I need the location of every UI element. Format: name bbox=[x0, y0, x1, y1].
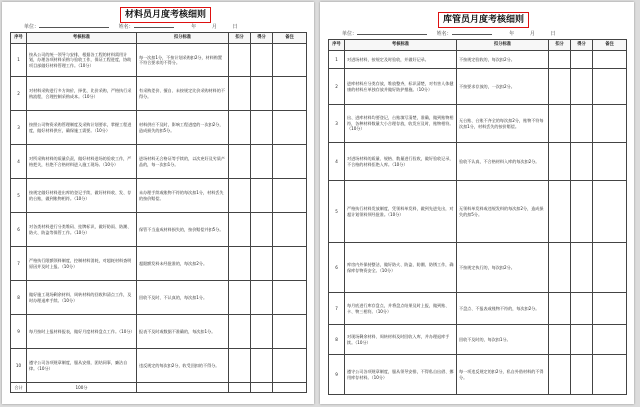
header-cell: 备注 bbox=[273, 33, 307, 44]
row-deduction: 保管不当造成材料损失的，按价赔偿并扣5分。 bbox=[137, 213, 229, 247]
row-standard: 对各类材料进行分类堆码、挂牌标识，做好防雨、防潮、防火、防盗等保管工作。（10分） bbox=[27, 213, 137, 247]
header-cell: 扣分 bbox=[229, 33, 251, 44]
deduct-cell bbox=[229, 247, 251, 281]
row-deduction: 超限额发料未经批准的，每次扣2分。 bbox=[137, 247, 229, 281]
row-deduction: 不按要求存放的，一次扣2分。 bbox=[457, 69, 549, 105]
remark-cell bbox=[273, 349, 307, 383]
table-row bbox=[11, 44, 307, 77]
remark-cell bbox=[593, 243, 627, 293]
deduct-cell bbox=[549, 51, 571, 69]
table-row bbox=[329, 51, 627, 69]
year-label: 年 bbox=[191, 24, 197, 30]
remark-cell bbox=[593, 325, 627, 355]
table-row bbox=[11, 247, 307, 281]
row-number: 3 bbox=[329, 105, 345, 143]
material-clerk-page bbox=[2, 2, 314, 404]
deduct-cell bbox=[229, 44, 251, 77]
remark-cell bbox=[593, 143, 627, 181]
table-row bbox=[329, 243, 627, 293]
unit-field bbox=[39, 27, 109, 28]
day-label: 日 bbox=[550, 31, 556, 37]
deduct-cell bbox=[549, 105, 571, 143]
score-cell bbox=[251, 349, 273, 383]
deduct-cell bbox=[229, 349, 251, 383]
row-deduction: 不盘点、不报表或账物不符的，每次扣2分。 bbox=[457, 293, 549, 325]
table-row bbox=[329, 105, 627, 143]
unit-field bbox=[357, 34, 427, 35]
remark-cell bbox=[593, 51, 627, 69]
deduct-cell bbox=[549, 181, 571, 243]
deduct-cell bbox=[549, 325, 571, 355]
header-cell: 扣分 bbox=[549, 40, 571, 51]
row-deduction: 回收不及时、不认真的，每次扣1分。 bbox=[137, 281, 229, 315]
month-label: 月 bbox=[211, 24, 217, 30]
deduct-cell bbox=[229, 179, 251, 213]
table-row bbox=[329, 181, 627, 243]
assessment-table bbox=[10, 32, 307, 393]
score-cell bbox=[571, 143, 593, 181]
remark-cell bbox=[593, 181, 627, 243]
row-deduction: 无台账、台账不齐全的每次扣2分，账物不符每次扣1分，材料丢失的按价赔偿。 bbox=[457, 105, 549, 143]
score-cell bbox=[571, 105, 593, 143]
score-cell bbox=[571, 355, 593, 395]
row-standard: 对所采购材料的质量负责，做好材料进场的验收工作，严格把关，杜绝不合格材料进入施工现场。（10分） bbox=[27, 145, 137, 179]
unit-label: 单位： bbox=[24, 24, 40, 30]
remark-cell bbox=[273, 111, 307, 145]
row-standard: 严格执行限额领料制度，控制材料消耗，对超耗材料查明原因并及时上报。（10分） bbox=[27, 247, 137, 281]
header-cell: 考核标准 bbox=[345, 40, 457, 51]
row-number: 5 bbox=[329, 181, 345, 243]
row-standard: 对材料采购进行多方询价，择优、比价采购，严格执行采购流程，合理控制采购成本。（10分） bbox=[27, 77, 137, 111]
table-row bbox=[11, 315, 307, 349]
name-field bbox=[134, 27, 174, 28]
remark-cell bbox=[273, 145, 307, 179]
header-cell: 备注 bbox=[593, 40, 627, 51]
row-number: 8 bbox=[329, 325, 345, 355]
table-row bbox=[11, 179, 307, 213]
deduct-cell bbox=[229, 111, 251, 145]
page-title: 材料员月度考核细则 bbox=[120, 7, 211, 23]
header-cell: 得分 bbox=[571, 40, 593, 51]
total-row bbox=[11, 383, 307, 393]
remark-cell bbox=[273, 213, 307, 247]
score-cell bbox=[251, 281, 273, 315]
score-cell bbox=[251, 44, 273, 77]
deduct-cell bbox=[549, 293, 571, 325]
table-row bbox=[11, 281, 307, 315]
row-standard: 对进场材料，按规定及时验收，并做好记录。 bbox=[345, 51, 457, 69]
total-label: 合计 bbox=[11, 383, 27, 393]
score-cell bbox=[251, 179, 273, 213]
row-number: 4 bbox=[329, 143, 345, 181]
row-deduction: 报表不及时或数据不准确的，每次扣1分。 bbox=[137, 315, 229, 349]
deduct-cell bbox=[229, 281, 251, 315]
row-standard: 出、进库材料均要登记，台账填写清楚，准确，做到账物相符，各种材料数量大小合理存放，收发应及时，账物相符。（10分） bbox=[345, 105, 457, 143]
remark-cell bbox=[273, 315, 307, 349]
header-cell: 序号 bbox=[329, 40, 345, 51]
meta-line bbox=[342, 30, 555, 37]
row-standard: 每月底进行库存盘点，并将盘点结果及时上报，做到账、卡、物三相符。（10分） bbox=[345, 293, 457, 325]
table-row bbox=[11, 349, 307, 383]
row-standard: 对现场剩余材料、周转材料及时回收入库，并办理退库手续。（10分） bbox=[345, 325, 457, 355]
row-number: 2 bbox=[329, 69, 345, 105]
table-row bbox=[11, 77, 307, 111]
deduct-cell bbox=[229, 213, 251, 247]
row-deduction: 进场材料无合格证等手续的，以次充好及劣质产品的，每一次扣1分。 bbox=[137, 145, 229, 179]
name-field bbox=[452, 34, 492, 35]
row-deduction: 验收不认真，不合格材料入库的每次扣2分。 bbox=[457, 143, 549, 181]
row-standard: 按规定做好材料进出库的登记手续，做好材料收、发、存的台账，做到账物相符。（10分） bbox=[27, 179, 137, 213]
score-cell bbox=[251, 213, 273, 247]
row-standard: 遵守公司各项规章制度，服从安排，团结同事，廉洁自律。（10分） bbox=[27, 349, 137, 383]
remark-cell bbox=[273, 247, 307, 281]
total-value: 100分 bbox=[27, 383, 137, 393]
deduct-cell bbox=[549, 243, 571, 293]
header-cell: 考核标准 bbox=[27, 33, 137, 44]
remark-cell bbox=[273, 179, 307, 213]
month-label: 月 bbox=[529, 31, 535, 37]
day-label: 日 bbox=[232, 24, 238, 30]
assessment-table bbox=[328, 39, 627, 395]
table-header-row bbox=[11, 33, 307, 44]
page-title: 库管员月度考核细则 bbox=[438, 12, 529, 28]
row-deduction: 有采购差价、擅自、未按规定比价采购材料的不得分。 bbox=[137, 77, 229, 111]
row-standard: 遵守公司各项规章制度，服从领导安排，不得私自出借、挪用库存材料。（10分） bbox=[345, 355, 457, 395]
deduct-cell bbox=[229, 315, 251, 349]
row-deduction: 未办理手续或账物不符的每次扣1分，材料丢失的按价赔偿。 bbox=[137, 179, 229, 213]
table-row bbox=[329, 325, 627, 355]
row-deduction: 不按规定执行的，每次扣2分。 bbox=[457, 243, 549, 293]
row-deduction: 无领料单发料或违规发料的每次扣2分，造成损失的扣5分。 bbox=[457, 181, 549, 243]
year-label: 年 bbox=[509, 31, 515, 37]
row-number: 10 bbox=[11, 349, 27, 383]
row-number: 6 bbox=[329, 243, 345, 293]
row-deduction: 不按规定验收的，每次扣2分。 bbox=[457, 51, 549, 69]
table-row bbox=[11, 145, 307, 179]
table-row bbox=[329, 69, 627, 105]
row-number: 9 bbox=[11, 315, 27, 349]
unit-label: 单位： bbox=[342, 31, 358, 37]
row-number: 5 bbox=[11, 179, 27, 213]
row-deduction: 每一次扣1分，不按计划采购扣2分，材料购置不符合要求的不得分。 bbox=[137, 44, 229, 77]
name-label: 姓名： bbox=[118, 24, 134, 30]
row-number: 7 bbox=[11, 247, 27, 281]
remark-cell bbox=[273, 44, 307, 77]
score-cell bbox=[571, 293, 593, 325]
score-cell bbox=[571, 51, 593, 69]
row-number: 1 bbox=[11, 44, 27, 77]
table-row bbox=[329, 355, 627, 395]
deduct-cell bbox=[549, 69, 571, 105]
deduct-cell bbox=[549, 355, 571, 395]
remark-cell bbox=[593, 355, 627, 395]
meta-line bbox=[24, 23, 237, 30]
remark-cell bbox=[593, 105, 627, 143]
score-cell bbox=[251, 145, 273, 179]
deduct-cell bbox=[549, 143, 571, 181]
header-cell: 序号 bbox=[11, 33, 27, 44]
row-deduction: 回收不及时的，每次扣1分。 bbox=[457, 325, 549, 355]
score-cell bbox=[571, 325, 593, 355]
row-number: 7 bbox=[329, 293, 345, 325]
score-cell bbox=[571, 69, 593, 105]
row-number: 6 bbox=[11, 213, 27, 247]
row-standard: 严格执行材料发放制度，凭领料单发料，做到先进先出，对超计划领料须经批准。（10分） bbox=[345, 181, 457, 243]
remark-cell bbox=[593, 293, 627, 325]
name-label: 姓名： bbox=[436, 31, 452, 37]
score-cell bbox=[571, 181, 593, 243]
row-standard: 按照公司物资采购管理制度及采购计划要求，掌握工程进度，做好材料供应，确保施工需要。（10分） bbox=[27, 111, 137, 145]
deduct-cell bbox=[229, 77, 251, 111]
warehouse-keeper-page bbox=[320, 2, 634, 404]
row-deduction: 每一项违反规定的扣2分，私自外借材料的不得分。 bbox=[457, 355, 549, 395]
row-number: 9 bbox=[329, 355, 345, 395]
header-cell: 得分 bbox=[251, 33, 273, 44]
row-number: 4 bbox=[11, 145, 27, 179]
row-standard: 对进场材料的质量、规格、数量进行验收，做好验收记录，不合格的材料拒绝入库。（10分） bbox=[345, 143, 457, 181]
row-standard: 库房内外保持整洁，做好防火、防盗、防潮、防锈工作，确保库存物资安全。（10分） bbox=[345, 243, 457, 293]
score-cell bbox=[251, 77, 273, 111]
remark-cell bbox=[273, 77, 307, 111]
row-number: 2 bbox=[11, 77, 27, 111]
remark-cell bbox=[273, 281, 307, 315]
row-deduction: 违反规定的每次扣2分，收受回扣的不得分。 bbox=[137, 349, 229, 383]
row-number: 8 bbox=[11, 281, 27, 315]
table-row bbox=[329, 293, 627, 325]
remark-cell bbox=[593, 69, 627, 105]
score-cell bbox=[571, 243, 593, 293]
row-number: 1 bbox=[329, 51, 345, 69]
score-cell bbox=[251, 315, 273, 349]
table-row bbox=[329, 143, 627, 181]
table-header-row bbox=[329, 40, 627, 51]
score-cell bbox=[251, 247, 273, 281]
row-standard: 进库材料应分类存放，堆放整齐，标识清楚，对有害人体健康的材料应单独存放并做好防护措施。（10分） bbox=[345, 69, 457, 105]
header-cell: 扣分标准 bbox=[457, 40, 549, 51]
deduct-cell bbox=[229, 145, 251, 179]
table-row bbox=[11, 213, 307, 247]
row-number: 3 bbox=[11, 111, 27, 145]
row-standard: 做好施工现场剩余材料、周转材料的回收和清点工作，及时办理退库手续。（10分） bbox=[27, 281, 137, 315]
header-cell: 扣分标准 bbox=[137, 33, 229, 44]
score-cell bbox=[251, 111, 273, 145]
row-deduction: 材料供应不及时，影响工程进度的一次扣2分，造成损失的扣5分。 bbox=[137, 111, 229, 145]
row-standard: 按从公司的统一领导与安排，根据各工程的材料需用计划，办理各项材料采购与验收工作，保证工程进度，协助项目部做好材料管理工作。（10分） bbox=[27, 44, 137, 77]
row-standard: 每月按时上报材料报表，做好月度材料盘点工作。（10分） bbox=[27, 315, 137, 349]
table-row bbox=[11, 111, 307, 145]
